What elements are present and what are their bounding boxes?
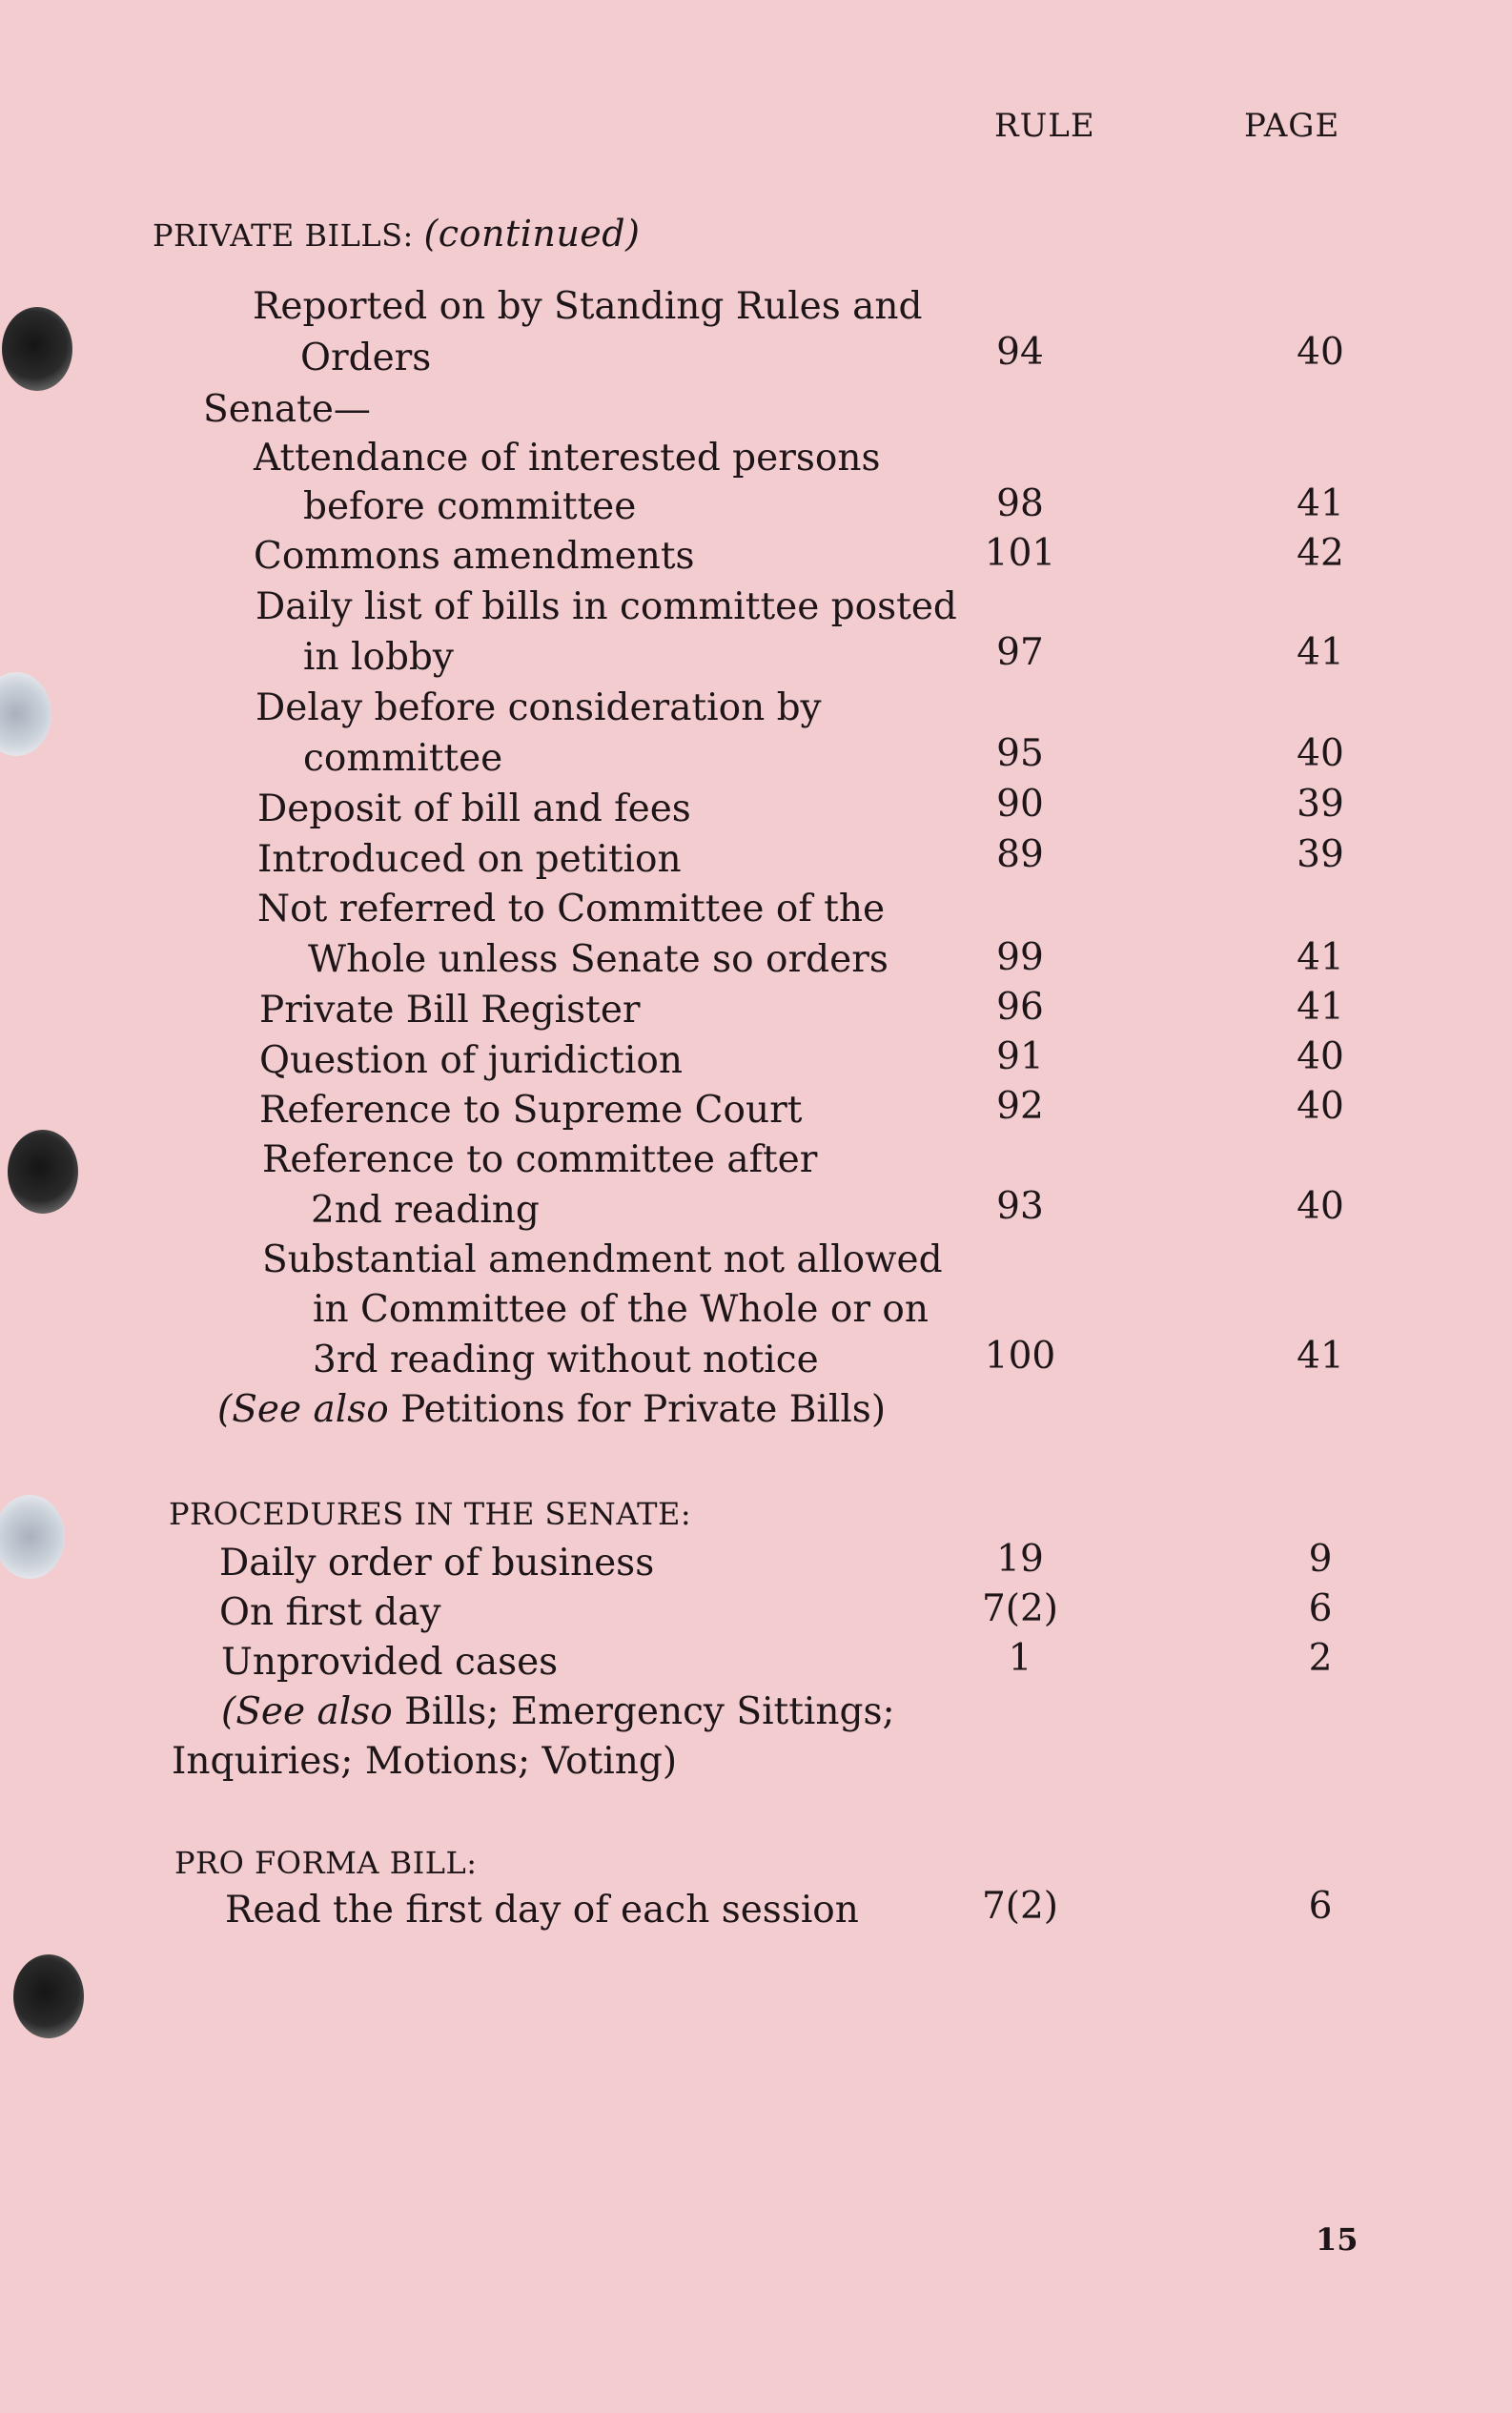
see-also-note: (See also Petitions for Private Bills) (217, 1388, 887, 1431)
entry-text: Delay before consideration by (255, 686, 822, 729)
page-column-header: PAGE (1244, 107, 1340, 145)
entry-text: Whole unless Senate so orders (308, 938, 889, 981)
entry-text: 3rd reading without notice (313, 1339, 819, 1381)
section-title-procedures: PROCEDURES IN THE SENATE: (169, 1496, 692, 1532)
page-number: 39 (1297, 833, 1344, 876)
binder-hole (13, 1954, 84, 2038)
rule-number: 93 (996, 1185, 1044, 1228)
entry-text: Daily list of bills in committee posted (255, 585, 957, 628)
page-number: 9 (1308, 1538, 1333, 1581)
page-number: 2 (1308, 1637, 1333, 1680)
entry-text: Daily order of business (219, 1542, 655, 1585)
rule-number: 1 (1008, 1637, 1032, 1680)
page-number: 6 (1308, 1587, 1333, 1630)
entry-text: Reference to committee after (262, 1138, 818, 1181)
entry-text: Orders (300, 337, 432, 379)
rule-number: 90 (996, 783, 1044, 826)
see-also-note-continued: Inquiries; Motions; Voting) (172, 1740, 678, 1783)
entry-text: Deposit of bill and fees (257, 787, 691, 830)
rule-number: 99 (996, 936, 1044, 979)
rule-number: 101 (984, 532, 1056, 575)
page-number: 41 (1297, 631, 1344, 674)
entry-text: before committee (303, 485, 637, 528)
entry-text: Commons amendments (254, 535, 695, 578)
entry-text: Introduced on petition (257, 838, 682, 881)
section-subtitle: (continued) (423, 213, 641, 255)
entry-text: in lobby (303, 636, 454, 679)
page-number: 40 (1297, 1185, 1344, 1228)
entry-text: On first day (219, 1591, 441, 1634)
binder-hole (2, 307, 72, 391)
binder-hole (8, 1130, 78, 1214)
page-number: 41 (1297, 1335, 1344, 1378)
entry-text: committee (303, 737, 503, 780)
see-also-note: (See also Bills; Emergency Sittings; (221, 1690, 895, 1733)
entry-text: 2nd reading (311, 1189, 540, 1232)
rule-number: 89 (996, 833, 1044, 876)
page-footer-number: 15 (1316, 2221, 1359, 2258)
page-number: 6 (1308, 1885, 1333, 1928)
rule-number: 95 (996, 732, 1044, 775)
entry-text: Private Bill Register (259, 989, 641, 1032)
entry-text: Reported on by Standing Rules and (253, 285, 923, 328)
rule-number: 92 (996, 1085, 1044, 1128)
page-number: 40 (1297, 1035, 1344, 1078)
rule-number: 96 (996, 986, 1044, 1029)
page-number: 42 (1297, 532, 1344, 575)
subheading-senate: Senate— (203, 388, 371, 431)
page-number: 41 (1297, 936, 1344, 979)
entry-text: Read the first day of each session (225, 1889, 859, 1932)
binder-hole (0, 1495, 65, 1579)
rule-number: 100 (984, 1335, 1056, 1378)
page-number: 40 (1297, 1085, 1344, 1128)
rule-number: 98 (996, 482, 1044, 525)
rule-number: 94 (996, 331, 1044, 374)
rule-number: 7(2) (981, 1885, 1059, 1928)
section-title-private-bills: PRIVATE BILLS: (continued) (153, 213, 641, 255)
rule-number: 19 (996, 1538, 1044, 1581)
entry-text: Not referred to Committee of the (257, 888, 886, 930)
rule-column-header: RULE (994, 107, 1095, 145)
rule-number: 97 (996, 631, 1044, 674)
page-number: 40 (1297, 331, 1344, 374)
page-number: 39 (1297, 783, 1344, 826)
rule-number: 91 (996, 1035, 1044, 1078)
entry-text: in Committee of the Whole or on (313, 1288, 929, 1331)
entry-text: Unprovided cases (221, 1641, 559, 1684)
page-number: 41 (1297, 986, 1344, 1029)
entry-text: Question of juridiction (259, 1039, 683, 1082)
entry-text: Attendance of interested persons (254, 437, 881, 480)
entry-text: Reference to Supreme Court (259, 1089, 803, 1132)
page-number: 41 (1297, 482, 1344, 525)
page-number: 40 (1297, 732, 1344, 775)
section-title-pro-forma: PRO FORMA BILL: (174, 1845, 478, 1881)
binder-hole (0, 672, 51, 756)
entry-text: Substantial amendment not allowed (262, 1238, 943, 1281)
rule-number: 7(2) (981, 1587, 1059, 1630)
